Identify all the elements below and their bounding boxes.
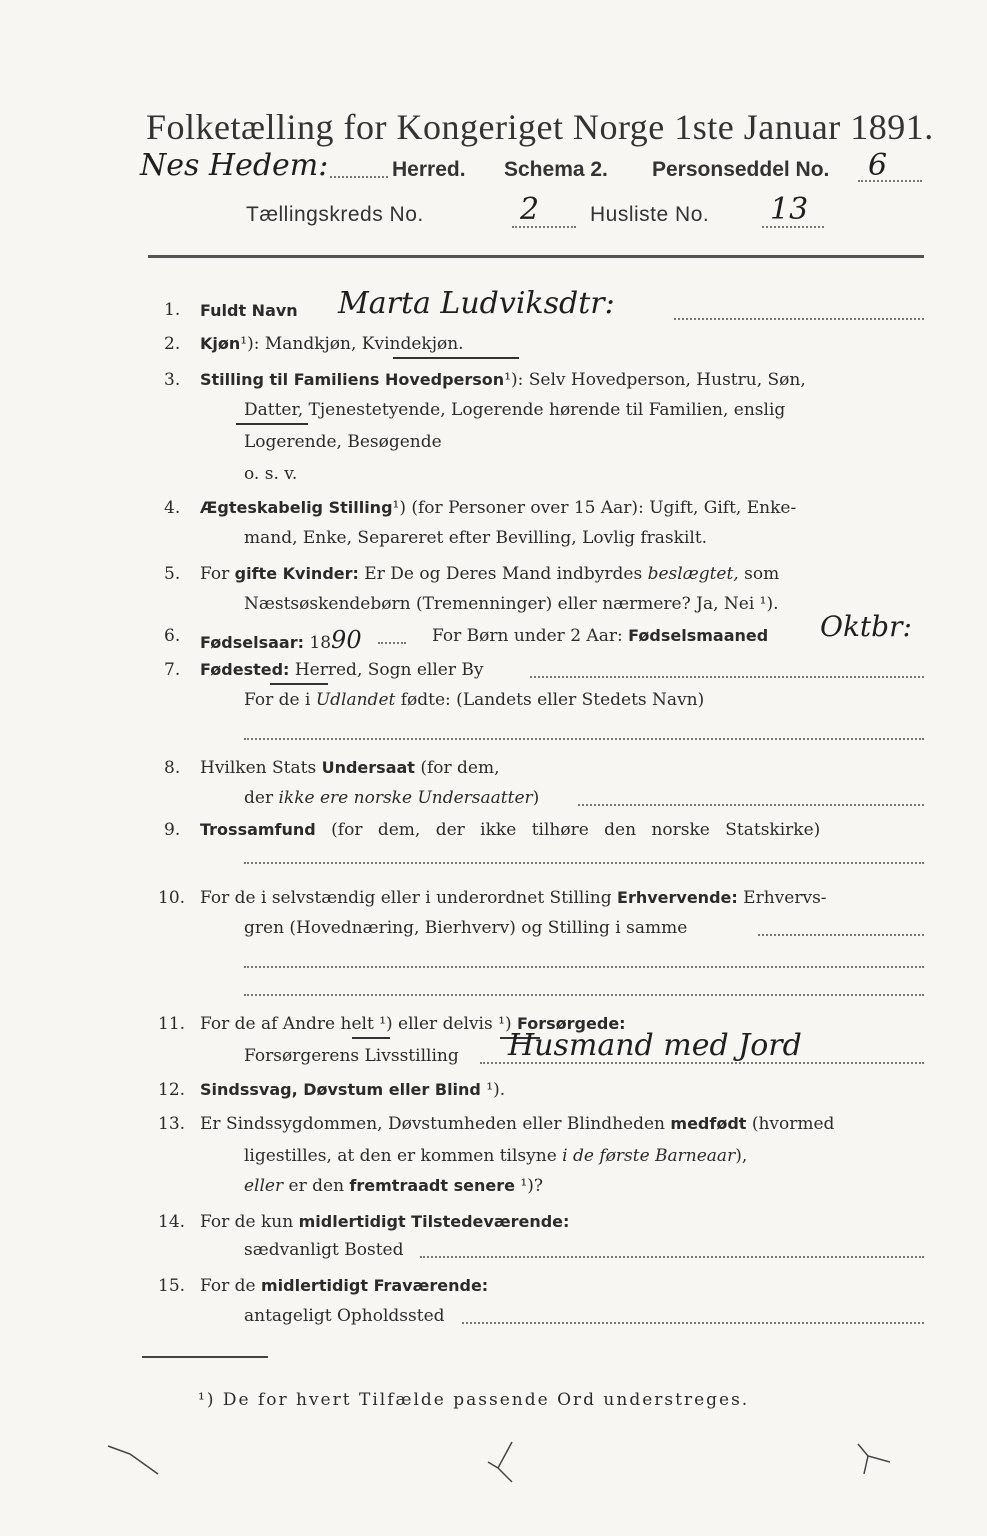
faith-dots	[244, 862, 924, 864]
congenital-line-2-text: ligestilles, at den er kommen tilsyne	[244, 1146, 563, 1166]
temporary-absent-pre: For de	[200, 1276, 261, 1296]
sex-line	[200, 334, 464, 354]
corner-mark-left	[108, 1446, 158, 1474]
married-women-label: gifte Kvinder:	[234, 564, 359, 583]
kreds-value: 2	[520, 192, 540, 227]
faith-line	[200, 820, 820, 840]
item-15-number: 15.	[158, 1276, 186, 1296]
occupation-line-2: gren (Hovednæring, Bierhverv) og Stilling i samme	[244, 918, 688, 938]
personseddel-dots	[858, 180, 922, 182]
item-7-number: 7.	[164, 660, 181, 680]
disability-label: Sindssvag, Døvstum eller Blind	[200, 1080, 481, 1099]
citizenship-line-2-end: )	[532, 788, 540, 808]
abroad-word: Udlandet	[315, 690, 396, 710]
married-women-question: Er De og Deres Mand indbyrdes	[358, 564, 648, 584]
birth-year-line	[200, 626, 362, 654]
item-1-number: 1.	[164, 300, 181, 320]
provider-dots	[480, 1062, 924, 1064]
birthplace-options: Herred, Sogn eller By	[289, 660, 484, 680]
congenital-label: medfødt	[670, 1114, 747, 1133]
birthplace-line	[200, 660, 483, 680]
item-2-number: 2.	[164, 334, 181, 354]
congenital-end: (hvormed	[746, 1114, 835, 1134]
herred-dots	[330, 176, 388, 178]
faith-label: Trossamfund	[200, 820, 316, 839]
married-women-end: som	[738, 564, 780, 584]
citizenship-line	[200, 758, 500, 778]
supported-fully: helt	[340, 1014, 374, 1034]
corner-mark-center	[488, 1442, 512, 1482]
item-14-number: 14.	[158, 1212, 186, 1232]
citizenship-text: (for dem,	[414, 758, 500, 778]
marital-label: Ægteskabelig Stilling	[200, 498, 393, 517]
personseddel-value: 6	[868, 148, 888, 183]
temporary-present-line	[200, 1212, 569, 1232]
citizenship-dots	[578, 804, 924, 806]
sex-selected-option: Kvindekjøn.	[361, 334, 464, 354]
temporary-absent-line	[200, 1276, 488, 1296]
item-3-number: 3.	[164, 370, 181, 390]
marital-options-2: mand, Enke, Separeret efter Bevilling, Lovlig fraskilt.	[244, 528, 708, 548]
congenital-line-2-end: ),	[735, 1146, 748, 1166]
herred-label: Herred.	[392, 158, 466, 181]
abroad-line	[244, 690, 704, 710]
temporary-absent-label: midlertidigt Fraværende:	[260, 1276, 489, 1295]
header-rule	[148, 255, 924, 258]
congenital-line-3-end: ¹)?	[514, 1176, 543, 1196]
position-options-2: Tjenestetyende, Logerende hørende til Familien, enslig	[303, 400, 786, 420]
husliste-value: 13	[770, 192, 809, 227]
abroad-dots	[244, 738, 924, 740]
schema-label: Schema 2.	[504, 158, 608, 181]
birth-year-dots	[378, 642, 406, 644]
supported-mid: ¹) eller delvis ¹)	[373, 1014, 517, 1034]
position-options-1: ¹): Selv Hovedperson, Hustru, Søn,	[504, 370, 806, 390]
provider-value: Husmand med Jord	[508, 1028, 802, 1063]
congenital-question: Er Sindssygdommen, Døvstumheden eller Blindheden	[200, 1114, 671, 1134]
usual-residence-label: sædvanligt Bosted	[244, 1240, 404, 1260]
temporary-present-pre: For de kun	[200, 1212, 299, 1232]
married-women-related: beslægtet,	[647, 564, 739, 584]
citizenship-label: Undersaat	[321, 758, 415, 777]
citizenship-line-2	[244, 788, 539, 808]
disability-text: ¹).	[480, 1080, 506, 1100]
kreds-label: Tællingskreds No.	[246, 203, 424, 226]
form-title: Folketælling for Kongeriget Norge 1ste Januar 1891.	[146, 107, 934, 147]
item-13-number: 13.	[158, 1114, 186, 1134]
item-11-number: 11.	[158, 1014, 186, 1034]
congenital-line-3-text: er den	[283, 1176, 350, 1196]
full-name-value: Marta Ludviksdtr:	[338, 286, 615, 321]
birthplace-underline	[270, 683, 328, 685]
presumed-residence-label: antageligt Opholdssted	[244, 1306, 445, 1326]
birthplace-label: Fødested:	[200, 660, 290, 679]
personseddel-label: Personseddel No.	[652, 158, 830, 181]
birth-month-pre: For Børn under 2 Aar:	[432, 626, 629, 646]
married-women-line-2: Næstsøskendebørn (Tremenninger) eller nærmere? Ja, Nei ¹).	[244, 594, 779, 614]
item-9-number: 9.	[164, 820, 181, 840]
husliste-dots	[762, 226, 824, 228]
kreds-dots	[512, 226, 576, 228]
congenital-line-3-italic: eller	[244, 1176, 284, 1196]
footnote: ¹) De for hvert Tilfælde passende Ord understreges.	[198, 1390, 750, 1410]
usual-residence-dots	[420, 1256, 924, 1258]
occupation-dots-1	[758, 934, 924, 936]
husliste-label: Husliste No.	[590, 203, 710, 226]
later-onset-label: fremtraadt senere	[349, 1176, 515, 1195]
occupation-dots-3	[244, 994, 924, 996]
occupation-line	[200, 888, 827, 908]
herred-value: Nes Hedem:	[140, 148, 329, 183]
sex-sup: ¹):	[240, 334, 265, 354]
position-underline	[236, 423, 308, 425]
item-8-number: 8.	[164, 758, 181, 778]
corner-marks	[100, 1440, 960, 1490]
item-12-number: 12.	[158, 1080, 186, 1100]
birth-month-value: Oktbr:	[820, 610, 912, 643]
supported-label: Forsørgede:	[516, 1014, 626, 1033]
position-line-2	[244, 400, 785, 420]
birth-month-line	[432, 626, 768, 646]
birth-year-label: Fødselsaar:	[200, 633, 304, 652]
full-name-label: Fuldt Navn	[200, 301, 298, 320]
married-women-pre: For	[200, 564, 235, 584]
sex-underline	[393, 357, 519, 359]
item-5-number: 5.	[164, 564, 181, 584]
occupation-label: Erhvervende:	[617, 888, 738, 907]
supported-underline-1	[352, 1037, 390, 1039]
citizenship-pre: Hvilken Stats	[200, 758, 322, 778]
citizenship-line-2-pre: der	[244, 788, 279, 808]
citizenship-line-2-italic: ikke ere norske Undersaatter	[278, 788, 533, 808]
occupation-pre: For de i selvstændig eller i underordnet Stilling	[200, 888, 618, 908]
marital-options-1: ¹) (for Personer over 15 Aar): Ugift, Gift, Enke-	[392, 498, 797, 518]
occupation-text: Erhvervs-	[737, 888, 827, 908]
congenital-line-3	[244, 1176, 543, 1196]
birth-year-prefix: 18	[304, 633, 332, 653]
supported-pre: For de af Andre	[200, 1014, 341, 1034]
faith-text: (for dem, der ikke tilhøre den norske Statskirke)	[315, 820, 821, 840]
item-4-number: 4.	[164, 498, 181, 518]
birthplace-dots	[530, 676, 924, 678]
position-selected-option: Datter,	[244, 400, 304, 420]
item-6-number: 6.	[164, 626, 181, 646]
footnote-rule	[142, 1356, 268, 1358]
item-10-number: 10.	[158, 888, 186, 908]
abroad-text: fødte: (Landets eller Stedets Navn)	[395, 690, 705, 710]
abroad-pre: For de i	[244, 690, 316, 710]
congenital-line-2	[244, 1146, 747, 1166]
birth-year-value: 90	[331, 626, 362, 654]
provider-label: Forsørgerens Livsstilling	[244, 1046, 459, 1066]
marital-line-1	[200, 498, 796, 518]
married-women-line-1	[200, 564, 779, 584]
position-line-1	[200, 370, 806, 390]
sex-label: Kjøn	[200, 334, 241, 353]
position-options-3: Logerende, Besøgende	[244, 432, 442, 452]
congenital-line-2-italic: i de første Barneaar	[562, 1146, 736, 1166]
position-label: Stilling til Familiens Hovedperson	[200, 370, 505, 389]
birth-month-label: Fødselsmaaned	[628, 626, 769, 645]
position-options-4: o. s. v.	[244, 464, 298, 484]
disability-line	[200, 1080, 505, 1100]
occupation-dots-2	[244, 966, 924, 968]
sex-options: Mandkjøn,	[264, 334, 362, 354]
corner-mark-right	[858, 1444, 890, 1474]
presumed-residence-dots	[462, 1322, 924, 1324]
congenital-line-1	[200, 1114, 834, 1134]
full-name-dots	[674, 318, 924, 320]
temporary-present-label: midlertidigt Tilstedeværende:	[298, 1212, 570, 1231]
